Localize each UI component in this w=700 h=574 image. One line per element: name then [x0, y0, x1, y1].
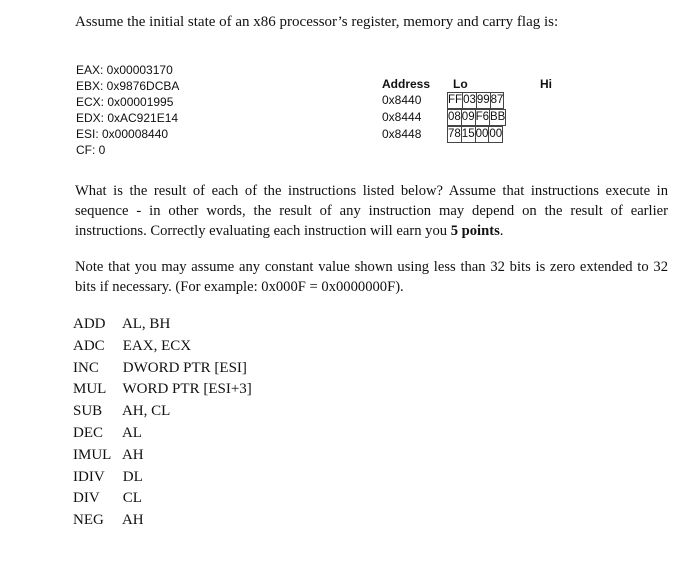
lo-header: Lo	[453, 77, 468, 91]
memory-address: 0x8448	[382, 127, 422, 141]
register-ebx: EBX: 0x9876DCBA	[76, 79, 180, 93]
instruction	[73, 336, 252, 358]
memory-byte: FF	[448, 93, 463, 109]
memory-bytes	[447, 126, 503, 143]
memory-address: 0x8440	[382, 93, 422, 107]
register-ecx: ECX: 0x00001995	[76, 95, 174, 109]
memory-byte: BB	[490, 110, 506, 126]
memory-bytes	[447, 92, 504, 109]
memory-byte: 00	[475, 127, 489, 143]
memory-byte: 15	[461, 127, 475, 143]
instruction-opcode: MUL	[73, 381, 107, 398]
memory-byte: 99	[476, 93, 490, 109]
instruction	[73, 423, 252, 445]
instruction-opcode: IDIV	[73, 468, 105, 485]
memory-byte: 87	[490, 93, 504, 109]
memory-byte: F6	[475, 110, 489, 126]
instruction-opcode: INC	[73, 359, 99, 376]
instruction-operands: AH, CL	[121, 403, 171, 420]
instruction-opcode: DIV	[73, 490, 100, 507]
note-paragraph: Note that you may assume any constant value shown using less than 32 bits is zero extended to 32 bits if necessary. (For example: 0x000F = 0x0000000F).	[75, 259, 668, 295]
instruction-operands: EAX, ECX	[122, 337, 192, 354]
instruction-operands: AH	[121, 446, 144, 463]
memory-byte: 03	[463, 93, 477, 109]
question-text: What is the result of each of the instructions listed below? Assume that instructions execute in sequence - in other words, the result of any instruction may depend on the result of earlier instructions. Correctly evaluating each instruction will earn you	[75, 183, 668, 239]
memory-byte: 08	[448, 110, 462, 126]
instruction	[73, 379, 252, 401]
memory-byte: 00	[489, 127, 503, 143]
question-paragraph	[75, 181, 668, 241]
register-list	[76, 62, 179, 158]
instruction	[73, 488, 252, 510]
instruction	[73, 445, 252, 467]
memory-byte: 09	[461, 110, 475, 126]
instruction-opcode: SUB	[73, 403, 103, 420]
instruction-opcode: DEC	[73, 424, 103, 441]
instruction-operands: AL, BH	[121, 316, 171, 332]
instruction	[73, 314, 252, 336]
register-edx: EDX: 0xAC921E14	[76, 111, 179, 125]
register-eax: EAX: 0x00003170	[76, 63, 173, 77]
instruction	[73, 510, 252, 532]
address-header: Address	[382, 77, 431, 91]
instruction-operands: DL	[122, 468, 143, 485]
memory-bytes	[447, 109, 506, 126]
instruction	[73, 358, 252, 380]
memory-address: 0x8444	[382, 110, 422, 124]
instruction	[73, 467, 252, 489]
intro-text: Assume the initial state of an x86 processor’s register, memory and carry flag is:	[75, 14, 559, 30]
memory-byte: 78	[448, 127, 462, 143]
instruction-operands: WORD PTR [ESI+3]	[122, 381, 252, 398]
points-value: 5 points	[450, 223, 500, 239]
instruction-operands: CL	[122, 490, 142, 507]
register-esi: ESI: 0x00008440	[76, 127, 169, 141]
instruction-operands: AH	[121, 512, 144, 529]
carry-flag: CF: 0	[76, 143, 106, 157]
instruction	[73, 401, 252, 423]
instruction-operands: AL	[121, 424, 142, 441]
instruction-opcode: IMUL	[73, 446, 112, 463]
instruction-list	[73, 314, 252, 532]
question-end: .	[499, 223, 504, 239]
instruction-opcode: NEG	[73, 512, 104, 529]
instruction-opcode: ADD	[73, 316, 106, 332]
instruction-opcode: ADC	[73, 337, 105, 354]
hi-header: Hi	[540, 77, 552, 91]
instruction-operands: DWORD PTR [ESI]	[122, 359, 247, 376]
